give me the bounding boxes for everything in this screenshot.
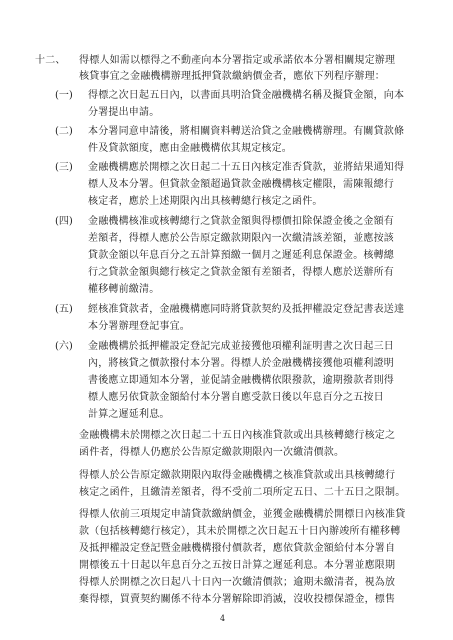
item-line: 差額者，得標人應於公告原定繳款期限內一次繳清該差額，並應按該 <box>88 233 394 244</box>
paragraph-line: 棄得標，買賣契約關係不待本分署解除即消滅，沒收投標保證金，標售 <box>79 594 396 605</box>
paragraph-line: 得標人依前三項規定申請貸款繳納價金，並獲金融機構於開標日內核准貸 <box>79 509 406 520</box>
item-line: 內，將核貸之價款撥付本分署。得標人於金融機構接獲他項權利證明 <box>88 358 394 369</box>
item-line: 貸款金額以年息百分之五計算預繳一個月之遲延利息保證金。核轉總 <box>88 250 394 261</box>
item-number: (二) <box>55 126 73 137</box>
paragraph-line: 函件者，得標人仍應於公告原定繳款期限內一次繳清價款。 <box>79 447 345 458</box>
paragraph-line: 及抵押權設定登記暨金融機構撥付價款者，應依貸款金額給付本分署自 <box>79 543 396 554</box>
item-line: 金融機構應於開標之次日起二十五日內核定准否貸款，並將結果通知得 <box>88 162 405 173</box>
item-line: 行之貸款金額與總行核定之貸款金額有差額者，得標人應於送辦所有 <box>88 267 394 278</box>
item-number: (一) <box>55 90 73 101</box>
item-line: 標人及本分署。但貸款金額超過貸款金融機構核定權限，需陳報總行 <box>88 179 394 190</box>
item-line: 書後應立即通知本分署，並促請金融機構依限撥款，逾期撥款者則得 <box>88 375 394 386</box>
page-number: 4 <box>220 614 226 623</box>
item-number: (四) <box>55 216 73 227</box>
item-line: 金融機構於抵押權設定登記完成並接獲他項權利証明書之次日起三日 <box>88 341 394 352</box>
item-line: 權移轉前繳清。 <box>88 284 160 295</box>
section-number: 十二、 <box>35 55 66 66</box>
item-number: (六) <box>55 341 73 352</box>
item-line: 計算之遲延利息。 <box>88 409 170 420</box>
item-line: 經核准貸款者，金融機構應同時將貸款契約及抵押權設定登記書表送達 <box>88 304 405 315</box>
paragraph-line: 核定之函件，且繳清差額者，得不受前二項所定五日、二十五日之限制。 <box>79 487 406 498</box>
item-line: 得標之次日起五日內，以書面具明洽貸金融機構名稱及擬貸金額，向本 <box>88 90 405 101</box>
paragraph-line: 得標人於開標之次日起八十日內一次繳清價款；逾期未繳清者，視為放 <box>79 577 396 588</box>
paragraph-line: 款（包括核轉總行核定），其未於開標之次日起五十日內辦竣所有權移轉 <box>79 526 401 537</box>
paragraph-line: 金融機構未於開標之次日起二十五日內核准貸款或出具核轉總行核定之 <box>79 430 396 441</box>
item-number: (三) <box>55 162 73 173</box>
heading-line: 得標人如需以標得之不動產向本分署指定或承諾依本分署相關規定辦理 <box>79 55 396 66</box>
item-line: 金融機構核准或核轉總行之貸款金額與得標價扣除保證金後之金額有 <box>88 216 394 227</box>
paragraph-line: 開標後五十日起以年息百分之五按日計算之遲延利息。本分署並應限期 <box>79 560 396 571</box>
paragraph-line: 得標人於公告原定繳款期限內取得金融機構之核准貸款或出具核轉總行 <box>79 470 396 481</box>
item-line: 本分署辦理登記事宜。 <box>88 321 190 332</box>
item-line: 核定者，應於上述期限內出具核轉總行核定之函件。 <box>88 196 323 207</box>
heading-line: 核貸事宜之金融機構辦理抵押貸款繳納價金者，應依下列程序辦理： <box>79 71 385 82</box>
item-line: 標人應另依貸款金額給付本分署自應受款日後以年息百分之五按日 <box>88 392 384 403</box>
item-line: 分署提出申請。 <box>88 107 160 118</box>
item-line: 件及貸款額度，應由金融機構依其規定核定。 <box>88 143 292 154</box>
item-number: (五) <box>55 304 73 315</box>
item-line: 本分署同意申請後，將相關資料轉送洽貸之金融機構辦理。有關貸款條 <box>88 126 405 137</box>
